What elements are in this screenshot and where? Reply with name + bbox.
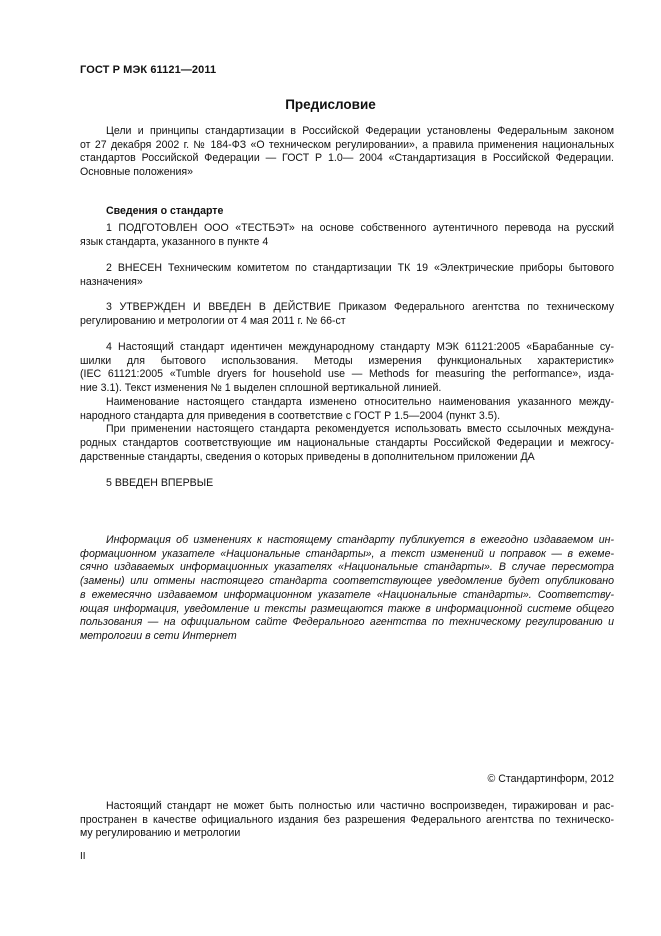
text-line: Наименование настоящего стандарта изменено относительно наименования указанного между-	[106, 395, 614, 408]
text-line: шилки для бытового использования. Методы измерения функциональных характеристик»	[80, 354, 614, 367]
section-subheading: Сведения о стандарте	[106, 205, 224, 217]
text-line: от 27 декабря 2002 г. № 184-ФЗ «О техническом регулировании», а правила применения национальных	[80, 138, 614, 151]
item-1-paragraph	[80, 222, 614, 249]
page-number: II	[80, 851, 86, 862]
text-line: му регулированию и метрологии	[80, 827, 241, 840]
text-line: метрологии в сети Интернет	[80, 629, 237, 642]
text-line: Настоящий стандарт не может быть полностью или частично воспроизведен, тиражирован и рас-	[106, 800, 614, 812]
item-3-paragraph	[80, 301, 614, 328]
item-5-paragraph	[80, 477, 614, 491]
notice-paragraph	[80, 534, 614, 644]
text-line: 5 ВВЕДЕН ВПЕРВЫЕ	[106, 477, 214, 489]
document-header-id: ГОСТ Р МЭК 61121—2011	[80, 64, 217, 76]
text-line: пространен в качестве официального издания без разрешения Федерального агентства по техническо-	[80, 813, 614, 826]
text-line: 1 ПОДГОТОВЛЕН ООО «ТЕСТБЭТ» на основе собственного аутентичного перевода на русский	[106, 222, 614, 234]
text-line: При применении настоящего стандарта рекомендуется использовать вместо ссылочных междуна-	[106, 423, 614, 436]
text-line: народного стандарта для приведения в соответствие с ГОСТ Р 1.5—2004 (пункт 3.5).	[80, 409, 501, 422]
intro-paragraph	[80, 125, 614, 180]
item-4-paragraph	[80, 341, 614, 464]
text-line: (IEC 61121:2005 «Tumble dryers for household use — Methods for measuring the performance», изда-	[80, 368, 614, 381]
page-title: Предисловие	[285, 97, 376, 112]
text-line: регулированию и метрологии от 4 мая 2011 г. № 66-ст	[80, 314, 346, 327]
text-line: формационном указателе «Национальные стандарты», а текст изменений и поправок — в ежеме-	[80, 547, 614, 560]
text-line: язык стандарта, указанного в пункте 4	[80, 235, 269, 248]
text-line: в ежемесячно издаваемом информационном указателе «Национальные стандарты». Соответству-	[80, 588, 614, 601]
text-line: пользования — на официальном сайте Федерального агентства по техническому регулированию и	[80, 616, 614, 629]
text-line: ющая информация, уведомление и тексты размещаются также в информационной системе общего	[80, 602, 614, 615]
copyright-notice: © Стандартинформ, 2012	[487, 773, 614, 785]
item-2-paragraph	[80, 262, 614, 289]
text-line: назначения»	[80, 275, 143, 288]
text-line: (замены) или отмены настоящего стандарта соответствующее уведомление будет опубликовано	[80, 575, 614, 588]
text-line: Информация об изменениях к настоящему стандарту публикуется в ежегодно издаваемом ин-	[106, 534, 614, 546]
text-line: дарственные стандарты, сведения о которых приведены в дополнительном приложении ДА	[80, 450, 535, 463]
text-line: 4 Настоящий стандарт идентичен международному стандарту МЭК 61121:2005 «Барабанные су-	[106, 341, 614, 353]
rights-paragraph	[80, 800, 614, 841]
text-line: Основные положения»	[80, 166, 194, 179]
text-line: Цели и принципы стандартизации в Российской Федерации установлены Федеральным законом	[106, 125, 614, 137]
text-line: родных стандартов соответствующие им национальные стандарты Российской Федерации и межгосу-	[80, 436, 614, 449]
text-line: стандартов Российской Федерации — ГОСТ Р 1.0— 2004 «Стандартизация в Российской Федерации.	[80, 152, 614, 165]
text-line: 2 ВНЕСЕН Техническим комитетом по стандартизации ТК 19 «Электрические приборы бытового	[106, 262, 614, 274]
text-line: сячно издаваемых информационных указателях «Национальные стандарты». В случае пересмотра	[80, 561, 614, 574]
text-line: 3 УТВЕРЖДЕН И ВВЕДЕН В ДЕЙСТВИЕ Приказом Федерального агентства по техническому	[106, 301, 614, 313]
text-line: ние 3.1). Текст изменения № 1 выделен сплошной вертикальной линией.	[80, 382, 442, 395]
